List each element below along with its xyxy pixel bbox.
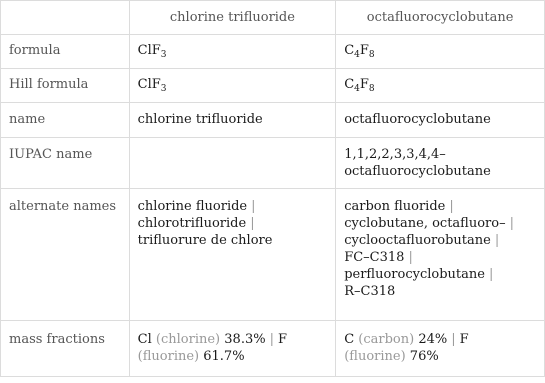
alternate-names-octafluorocyclobutane: carbon fluoride | cyclobutane, octafluoro– | cyclooctafluorobutane | FC–C318 | perfluorocyclobutane | R–C318 bbox=[336, 189, 545, 321]
row-label-iupac-name: IUPAC name bbox=[1, 138, 130, 189]
mass-fractions-octafluorocyclobutane: C (carbon) 24% | F (fluorine) 76% bbox=[336, 321, 545, 377]
table-row-iupac-name bbox=[1, 138, 545, 189]
table-row-formula bbox=[1, 35, 545, 69]
header-empty-cell bbox=[1, 1, 130, 35]
header-octafluorocyclobutane: octafluorocyclobutane bbox=[336, 1, 545, 35]
table-row-mass-fractions bbox=[1, 321, 545, 377]
formula-chlorine-trifluoride: ClF$_3$ bbox=[129, 35, 336, 69]
table-row-name bbox=[1, 103, 545, 138]
row-label-mass-fractions: mass fractions bbox=[1, 321, 130, 377]
mass-fractions-chlorine-trifluoride: Cl (chlorine) 38.3% | F (fluorine) 61.7% bbox=[129, 321, 336, 377]
alternate-names-chlorine-trifluoride: chlorine fluoride | chlorotrifluoride | trifluorure de chlore bbox=[129, 189, 336, 321]
hill-formula-octafluorocyclobutane: $C_4F_8$ bbox=[336, 69, 545, 103]
header-row bbox=[1, 1, 545, 35]
formula-octafluorocyclobutane: $C_4F_8$ bbox=[336, 35, 545, 69]
table-row-hill-formula bbox=[1, 69, 545, 103]
header-chlorine-trifluoride: chlorine trifluoride bbox=[129, 1, 336, 35]
row-label-alternate-names: alternate names bbox=[1, 189, 130, 321]
table-row-alternate-names bbox=[1, 189, 545, 321]
row-label-hill-formula: Hill formula bbox=[1, 69, 130, 103]
iupac-name-chlorine-trifluoride bbox=[129, 138, 336, 189]
row-label-name: name bbox=[1, 103, 130, 138]
name-octafluorocyclobutane: octafluorocyclobutane bbox=[336, 103, 545, 138]
row-label-formula: formula bbox=[1, 35, 130, 69]
iupac-name-octafluorocyclobutane: 1,1,2,2,3,3,4,4– octafluorocyclobutane bbox=[336, 138, 545, 189]
name-chlorine-trifluoride: chlorine trifluoride bbox=[129, 103, 336, 138]
hill-formula-chlorine-trifluoride: ClF$_3$ bbox=[129, 69, 336, 103]
